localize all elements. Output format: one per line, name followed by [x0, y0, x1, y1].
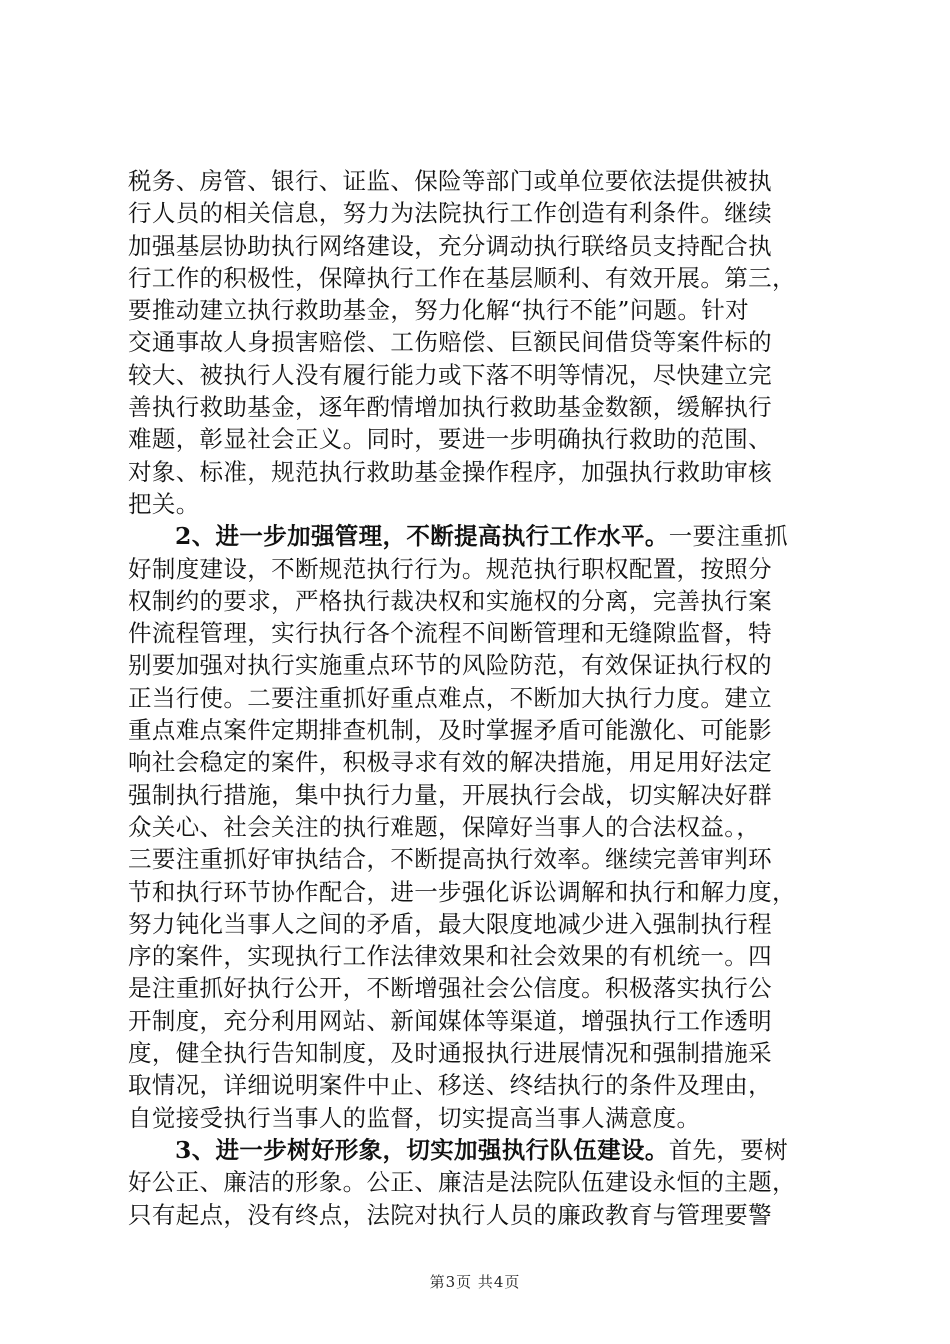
text-line: 对象、标准，规范执行救助基金操作程序，加强执行救助审核 — [128, 457, 772, 486]
text-line: 行人员的相关信息，努力为法院执行工作创造有利条件。继续 — [128, 199, 772, 228]
section-heading: 2、进一步加强管理，不断提高执行工作水平。 — [175, 522, 669, 551]
text-line: 自觉接受执行当事人的监督，切实提高当事人满意度。 — [128, 1103, 701, 1132]
text-line: 正当行使。二要注重抓好重点难点，不断加大执行力度。建立 — [128, 683, 772, 712]
paragraph-first-line — [128, 520, 828, 552]
text-line: 众关心、社会关注的执行难题，保障好当事人的合法权益。， — [128, 812, 761, 841]
text-line: 强制执行措施，集中执行力量，开展执行会战，切实解决好群 — [128, 780, 772, 809]
paragraph-3 — [128, 1134, 828, 1231]
text-line: 别要加强对执行实施重点环节的风险防范，有效保证执行权的 — [128, 651, 772, 680]
text-line: 节和执行环节协作配合，进一步强化诉讼调解和执行和解力度， — [128, 877, 796, 906]
text-line: 交通事故人身损害赔偿、工伤赔偿、巨额民间借贷等案件标的 — [128, 328, 772, 357]
text-line: 取情况，详细说明案件中止、移送、终结执行的条件及理由， — [128, 1071, 772, 1100]
text-line: 序的案件，实现执行工作法律效果和社会效果的有机统一。四 — [128, 942, 772, 971]
paragraph-2 — [128, 520, 828, 1134]
text-line: 重点难点案件定期排查机制，及时掌握矛盾可能激化、可能影 — [128, 716, 772, 745]
text-line: 较大、被执行人没有履行能力或下落不明等情况，尽快建立完 — [128, 360, 772, 389]
text-line: 开制度，充分利用网站、新闻媒体等渠道，增强执行工作透明 — [128, 1006, 772, 1035]
text-line: 度，健全执行告知制度，及时通报执行进展情况和强制措施采 — [128, 1039, 772, 1068]
text-line: 难题，彰显社会正义。同时，要进一步明确执行救助的范围、 — [128, 425, 772, 454]
text-line: 好制度建设，不断规范执行行为。规范执行职权配置，按照分 — [128, 554, 772, 583]
text-line: 响社会稳定的案件，积极寻求有效的解决措施，用足用好法定 — [128, 748, 772, 777]
text-line: 善执行救助基金，逐年酌情增加执行救助基金数额，缓解执行 — [128, 393, 772, 422]
text-line: 加强基层协助执行网络建设，充分调动执行联络员支持配合执 — [128, 231, 772, 260]
text-line: 三要注重抓好审执结合，不断提高执行效率。继续完善审判环 — [128, 845, 772, 874]
section-heading: 3、进一步树好形象，切实加强执行队伍建设。 — [175, 1135, 669, 1164]
page-number: 第3页 共4页 — [429, 1273, 521, 1291]
text-run: 首先，要树 — [668, 1135, 788, 1164]
page-footer — [0, 1271, 950, 1292]
text-run: 一要注重抓 — [668, 522, 788, 551]
text-line: 件流程管理，实行执行各个流程不间断管理和无缝隙监督，特 — [128, 619, 772, 648]
text-line: 把关。 — [128, 489, 200, 518]
text-line: 行工作的积极性，保障执行工作在基层顺利、有效开展。第三， — [128, 263, 796, 292]
text-line: 努力钝化当事人之间的矛盾，最大限度地减少进入强制执行程 — [128, 909, 772, 938]
body-text — [128, 165, 828, 1231]
text-line: 是注重抓好执行公开，不断增强社会公信度。积极落实执行公 — [128, 974, 772, 1003]
paragraph-first-line — [128, 1134, 828, 1166]
text-line: 要推动建立执行救助基金，努力化解“执行不能”问题。针对 — [128, 296, 749, 325]
text-line: 只有起点，没有终点，法院对执行人员的廉政教育与管理要警 — [128, 1200, 772, 1229]
text-line: 权制约的要求，严格执行裁决权和实施权的分离，完善执行案 — [128, 586, 772, 615]
paragraph-1 — [128, 165, 828, 520]
text-line: 好公正、廉洁的形象。公正、廉洁是法院队伍建设永恒的主题， — [128, 1168, 796, 1197]
text-line: 税务、房管、银行、证监、保险等部门或单位要依法提供被执 — [128, 167, 772, 195]
